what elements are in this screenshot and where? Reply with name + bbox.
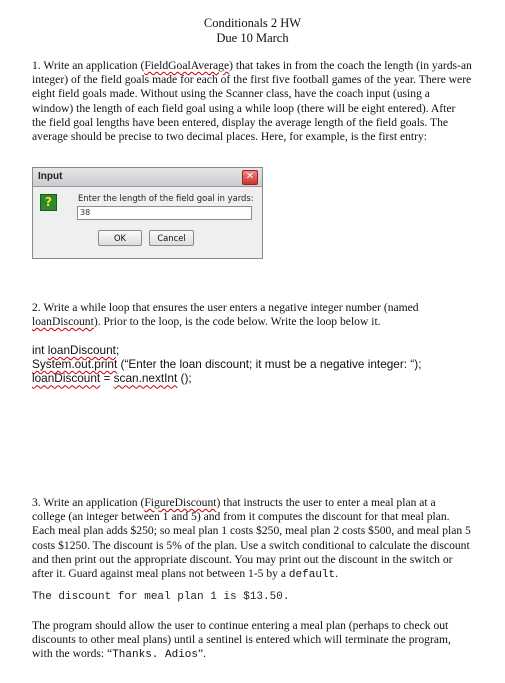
question-3 — [32, 496, 472, 582]
dialog-prompt: Enter the length of the field goal in yards: — [78, 193, 254, 203]
ok-button[interactable]: OK — [98, 230, 142, 246]
q3-text-mid: ) that instructs the user to enter a meal plan at a college (an integer between 1 and 5) and from it computes the discount for that meal plan. Each meal plan adds $250; so meal plan 1 costs $250, meal plan 2 costs $500, and meal plan 5 costs $1250. The discount is 5% of the plan. Use a switch conditional to calculate the discount and then print out the appropriate discount. You may print out the discount in the switch or after it. Guard against meal plans not between 1-5 by a — [32, 496, 471, 581]
question-3-closing — [32, 619, 472, 663]
code-var: loanDiscount — [47, 343, 116, 357]
question-2 — [32, 301, 472, 329]
code-assign: = — [100, 371, 114, 386]
q3-class-name: FigureDiscount — [144, 496, 217, 509]
q1-text-end: ) that takes in from the coach the length (in yards-an integer) of the field goals made for each of the first five football games of the year. There were eight field goals made. Without using the Scanner class, have the coach input (using a window) the length of each field goal using a while loop (there will be eight entered). After the field goal lengths have been entered, display the average length of the field goals. The average should be precise to two decimal places. Here, for example, is the first entry: — [32, 59, 472, 144]
q2-text-end: ). Prior to the loop, is the code below. Write the loop below it. — [93, 315, 381, 329]
code-var: loanDiscount — [32, 371, 101, 386]
closing-text-start: The program should allow the user to continue entering a meal plan (perhaps to check out discounts to other meal plans) until a sentinel is entered which will terminate the program, with the words: “ — [32, 619, 451, 661]
q2-text-start: 2. Write a while loop that ensures the user enters a negative integer number (named — [32, 301, 419, 314]
q3-text-start: 3. Write an application ( — [32, 496, 145, 509]
question-mark-icon: ? — [40, 194, 57, 211]
q1-class-name: FieldGoalAverage — [144, 59, 230, 72]
closing-sentinel-text: Thanks. Adios — [112, 649, 199, 662]
cancel-button[interactable]: Cancel — [149, 230, 194, 246]
code-line-1 — [32, 343, 482, 357]
code-line-3 — [32, 371, 482, 385]
document-title: Conditionals 2 HW — [203, 16, 302, 30]
code-semicolon: ; — [115, 343, 120, 357]
code-line-2 — [32, 357, 482, 371]
question-1 — [32, 59, 472, 144]
code-keyword: int — [32, 343, 48, 357]
q2-var-name: loanDiscount — [32, 315, 94, 329]
yards-input[interactable]: 38 — [77, 206, 252, 220]
code-method: System.out.print — [32, 357, 118, 372]
q2-code-block — [32, 343, 482, 386]
code-method: scan.nextInt — [113, 371, 178, 386]
code-args: (); — [177, 371, 192, 386]
sample-output: The discount for meal plan 1 is $13.50. — [32, 591, 290, 603]
q1-text-start: 1. Write an application ( — [32, 59, 145, 72]
due-date: Due 10 March — [216, 31, 289, 45]
closing-text-end: ”. — [198, 647, 207, 661]
input-dialog — [32, 167, 263, 259]
q3-text-end: . — [335, 567, 339, 581]
dialog-title: Input — [38, 171, 63, 182]
close-icon[interactable]: ✕ — [242, 170, 258, 185]
q3-keyword: default — [288, 569, 336, 582]
dialog-titlebar — [33, 168, 262, 187]
code-args: (“Enter the loan discount; it must be a negative integer: “); — [117, 357, 422, 372]
